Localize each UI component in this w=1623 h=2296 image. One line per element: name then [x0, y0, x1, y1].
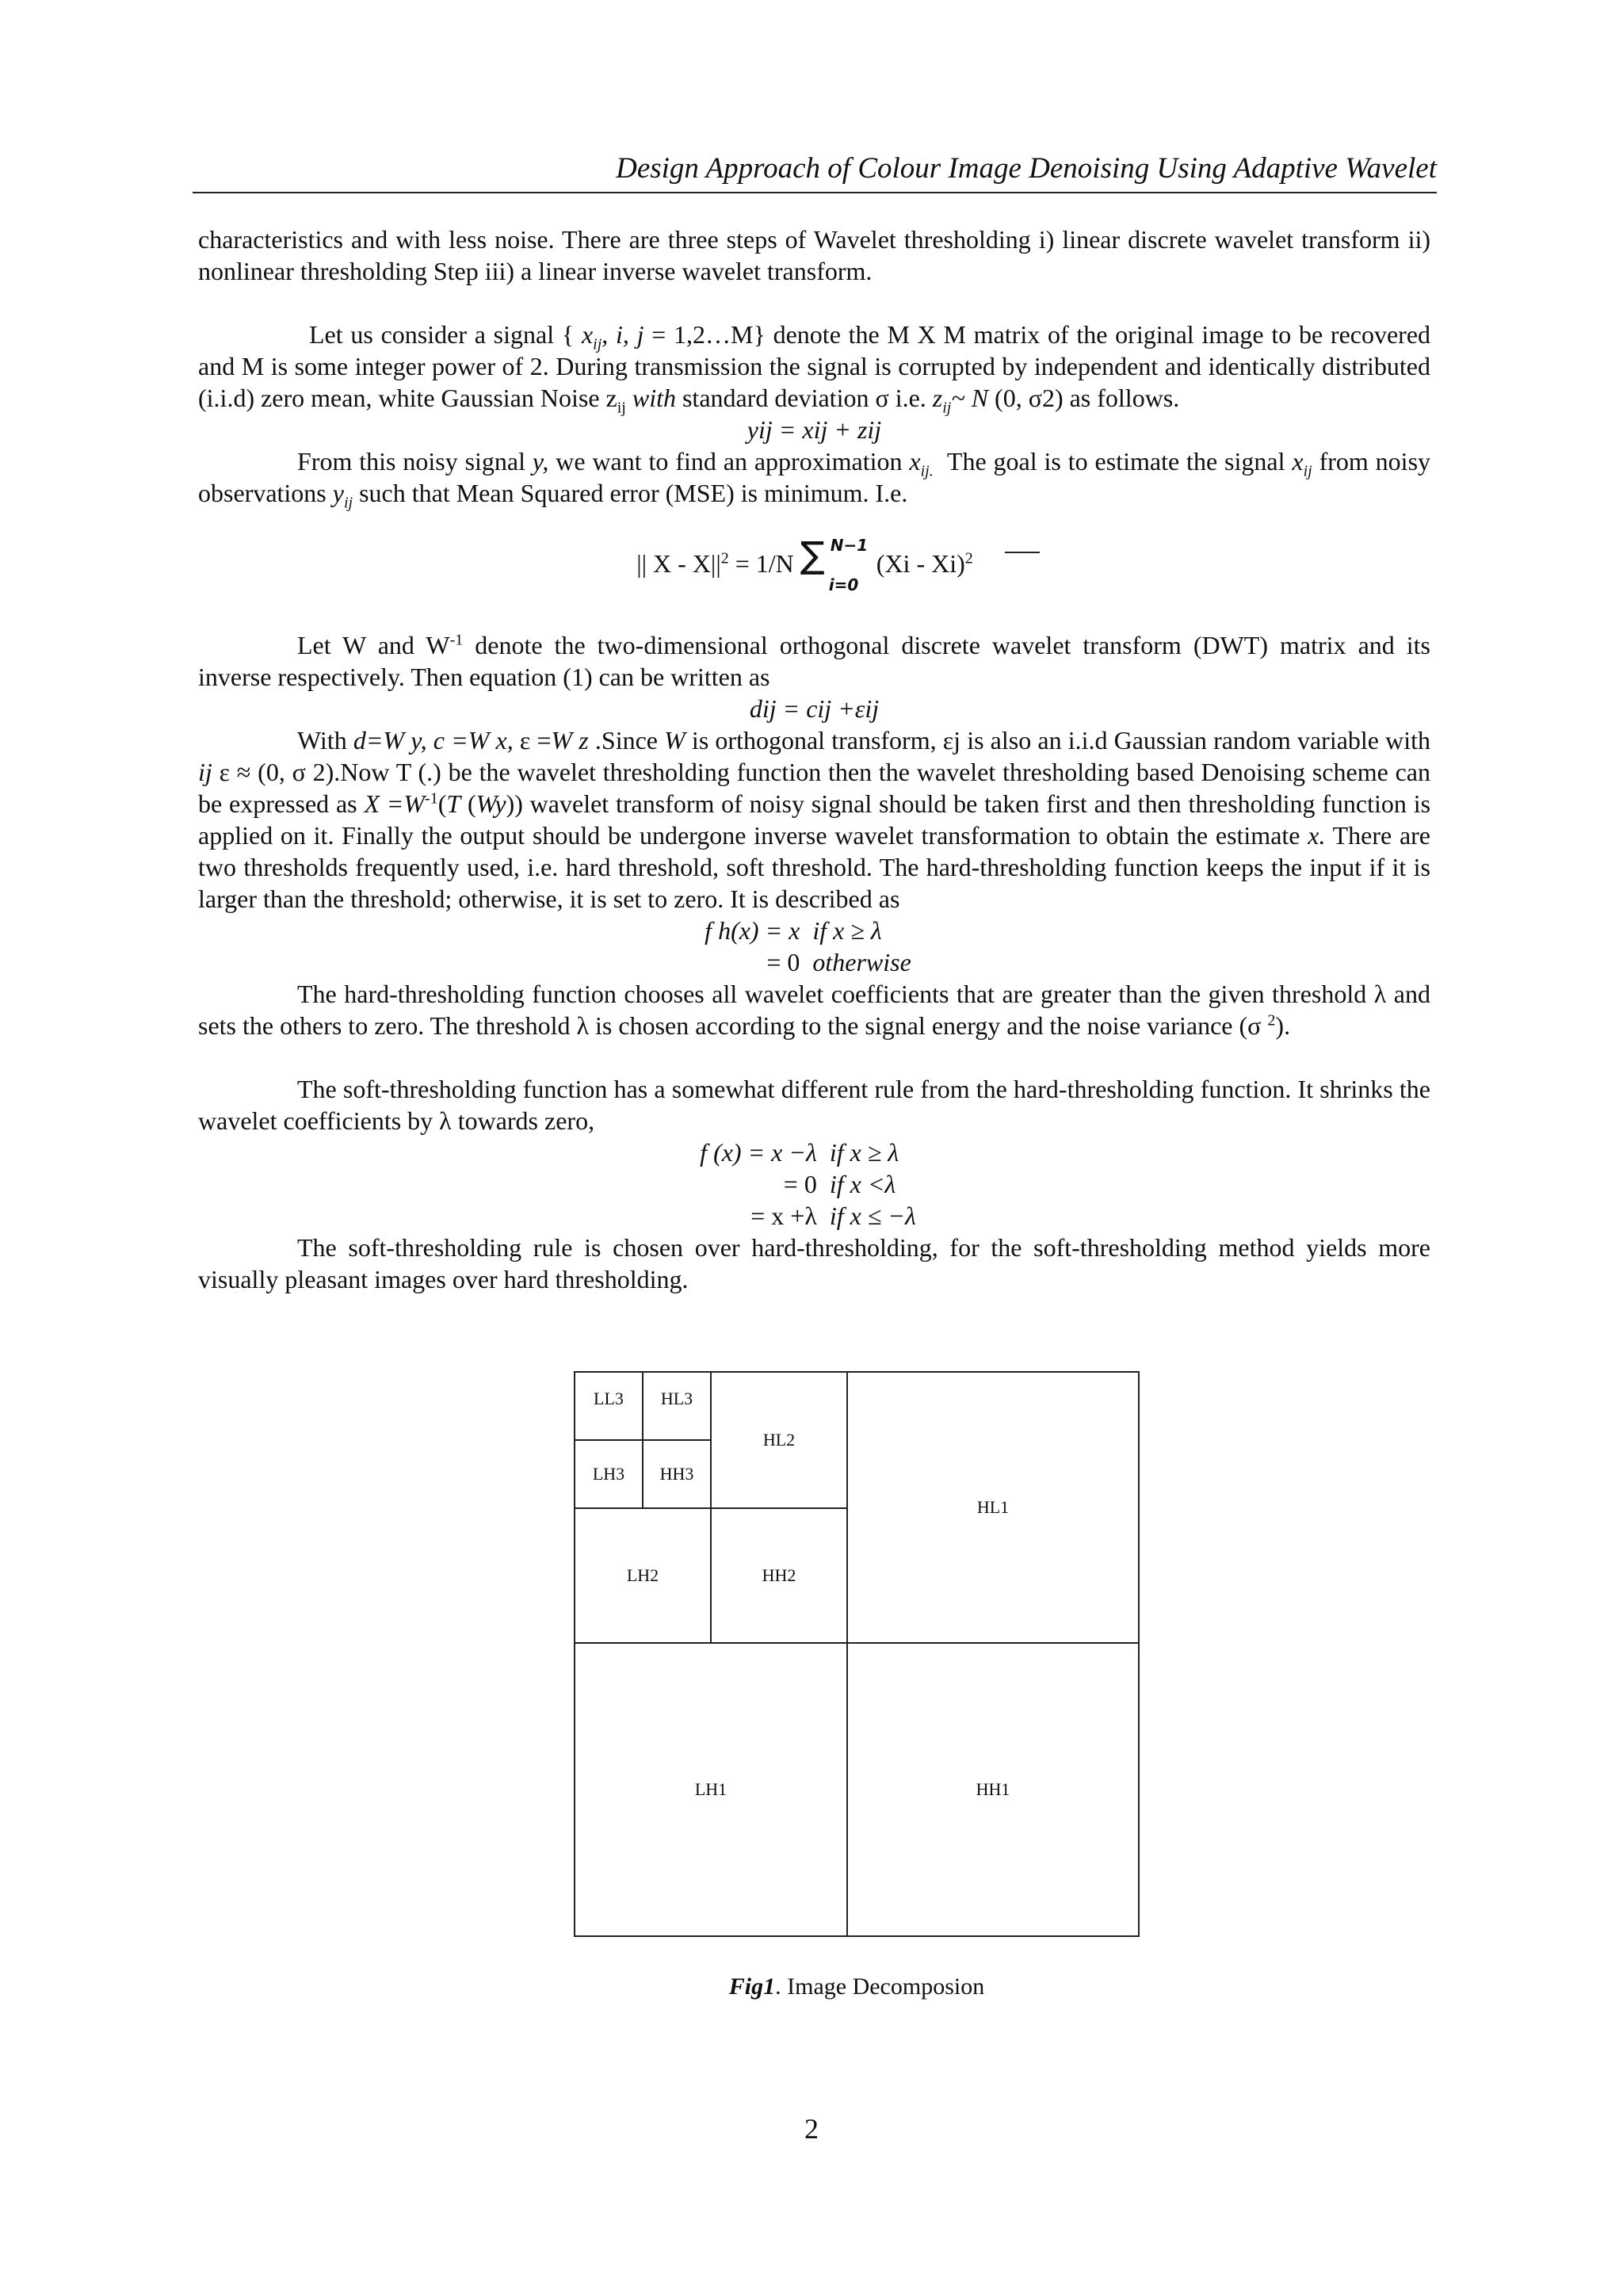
paragraph-5: With d=W y, c =W x, ε =W z .Since W is orthogonal transform, εj is also an i.i.d Gaussian random variable with ij ε ≈ (0, σ 2).Now T (.) be the wavelet thresholding function then the wavelet thresholding based Denoising scheme can be expressed as $X =W^{-1}(T$ (Wy)) wavelet transform of noisy signal should be taken first and then thresholding function is applied on it. Finally the output should be undergone inverse wavelet transformation to obtain the estimate x. There are two thresholds frequently used, i.e. hard threshold, soft threshold. The hard-thresholding function keeps the input if it is larger than the threshold; otherwise, it is set to zero. It is described as	[198, 726, 1431, 913]
decomposition-figure	[574, 1371, 1140, 1937]
summation-symbol: ∑ N−1 i=0	[800, 533, 869, 594]
figure-caption: Fig1. Image Decomposion	[728, 1973, 985, 2000]
equation-1: yij = xij + zij	[747, 415, 882, 444]
cell-hh1: HH1	[976, 1779, 1010, 1799]
paragraph-4: Let W and $W^{-1}$ denote the two-dimensional orthogonal discrete wavelet transform (DWT) matrix and its inverse respectively. Then equation (1) can be written as	[198, 631, 1431, 691]
paragraph-3: From this noisy signal y, we want to find an approximation $x_{ij.}$ The goal is to estimate the signal $x_{ij}$ from noisy observations $y_{ij}$ such that Mean Squared error (MSE) is minimum. I.e.	[198, 447, 1431, 512]
cell-hl3: HL3	[643, 1373, 712, 1441]
cell-lh1: LH1	[575, 1644, 848, 1935]
header-rule	[193, 192, 1437, 193]
cell-hh3: HH3	[643, 1441, 712, 1509]
cell-hh2: HH2	[712, 1509, 848, 1644]
body-text	[198, 223, 1430, 1295]
equation-2: dij = cij +εij	[749, 694, 880, 723]
running-header: Design Approach of Colour Image Denoising Using Adaptive Wavelet	[616, 152, 1437, 185]
paragraph-8: The soft-thresholding rule is chosen over hard-thresholding, for the soft-thresholding method yields more visually pleasant images over hard thresholding.	[198, 1233, 1430, 1293]
cell-lh2: LH2	[575, 1509, 712, 1644]
cell-hl1: HL1	[848, 1373, 1138, 1644]
soft-threshold-equation: f (x) = x −λ if x ≥ λ = 0 if x <λ = x +λ if x ≤ −λ	[700, 1138, 916, 1230]
cell-hl2: HL2	[712, 1373, 848, 1509]
paragraph-6: The hard-thresholding function chooses all wavelet coefficients that are greater than the given threshold λ and sets the others to zero. The threshold λ is chosen according to the signal energy and the noise variance (σ $^2$).	[198, 980, 1430, 1040]
paragraph-1: characteristics and with less noise. There are three steps of Wavelet thresholding i) linear discrete wavelet transform ii) nonlinear thresholding Step iii) a linear inverse wavelet transform.	[198, 225, 1430, 285]
cell-lh3: LH3	[575, 1441, 643, 1509]
paragraph-2: Let us consider a signal { $x_{ij}$, i, j = 1,2…M} denote the M X M matrix of the original image to be recovered and M is some integer power of 2. During transmission the signal is corrupted by independent and identically distributed (i.i.d) zero mean, white Gaussian Noise $z_{ij}$ with standard deviation σ i.e. $z_{ij}\sim$ N (0, σ2) as follows.	[198, 320, 1431, 417]
hard-threshold-equation: f h(x) = x if x ≥ λ = 0 otherwise	[705, 916, 911, 976]
paragraph-7: The soft-thresholding function has a somewhat different rule from the hard-thresholding function. It shrinks the wavelet coefficients by λ towards zero,	[198, 1075, 1430, 1135]
cell-ll3: LL3	[575, 1373, 643, 1441]
page-number: 2	[804, 2113, 819, 2145]
mse-equation: || $X - X||^2 = 1/N$ ∑ N−1 i=0 (Xi - Xi)$^2$	[198, 539, 1430, 583]
